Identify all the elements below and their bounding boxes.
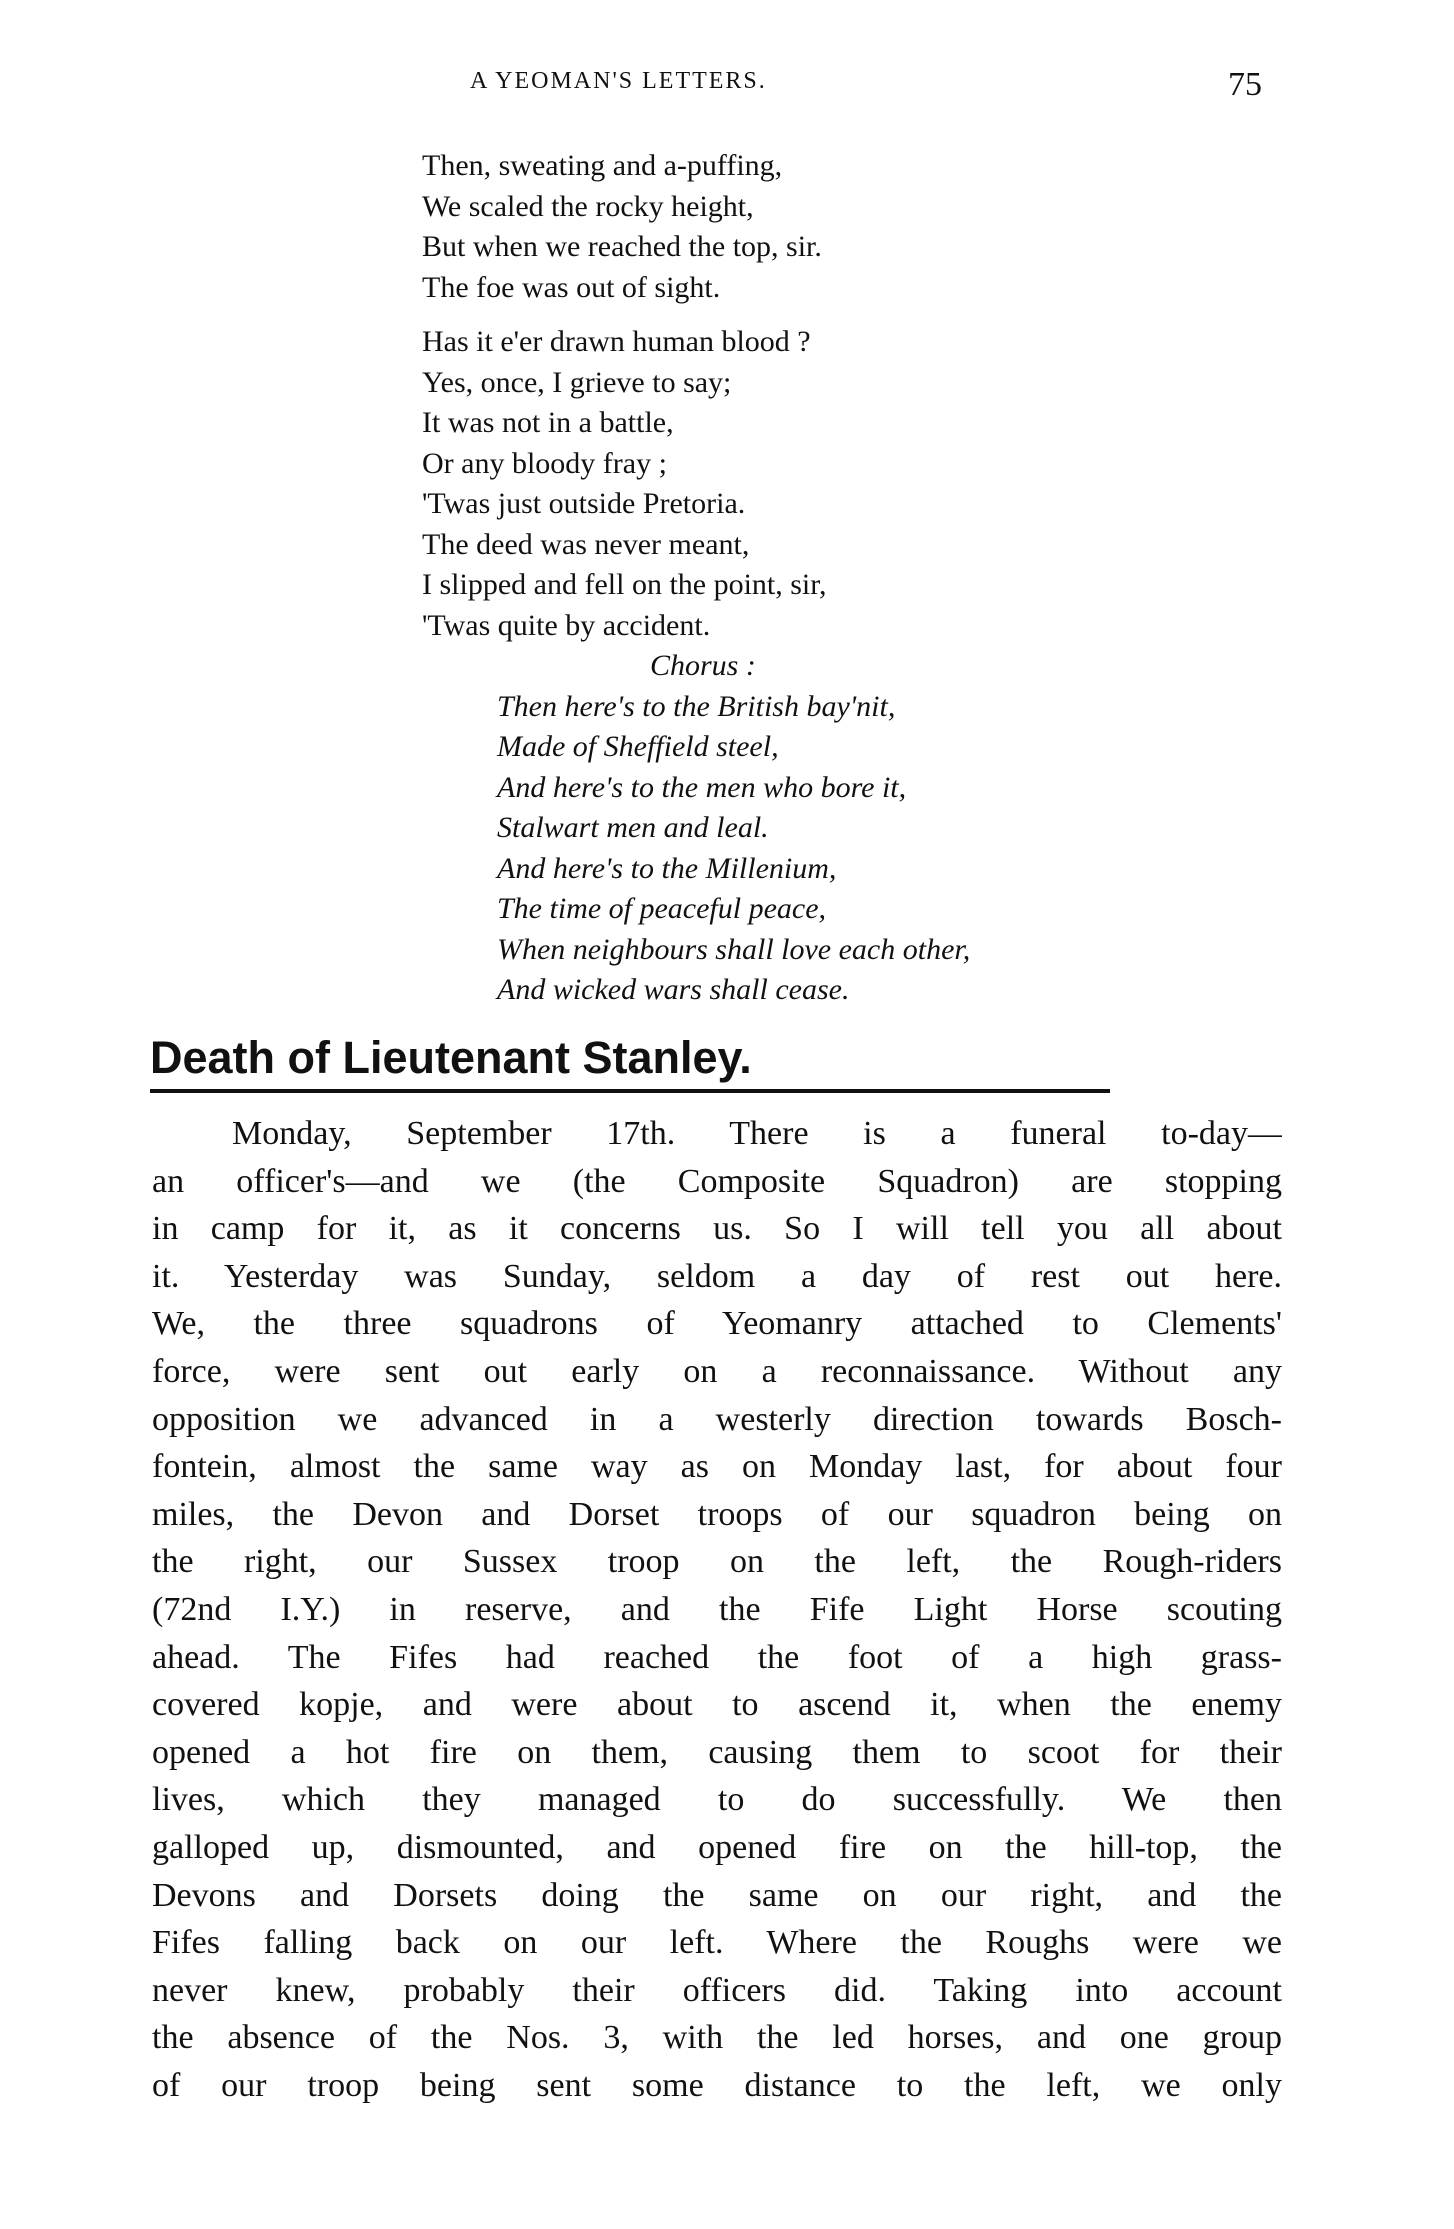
paragraph-line: fontein, almost the same way as on Monday last, for about four (152, 1448, 1282, 1486)
paragraph-line: of our troop being sent some distance to the left, we only (152, 2066, 1282, 2104)
paragraph-line: never knew, probably their officers did. Taking into account (152, 1971, 1282, 2009)
paragraph-line: We, the three squadrons of Yeomanry attached to Clements' (152, 1305, 1282, 1343)
running-head: A YEOMAN'S LETTERS. (470, 68, 767, 94)
verse-stanza (422, 146, 970, 308)
verse-line: The deed was never meant, (422, 527, 750, 561)
chorus-line: Made of Sheffield steel, (497, 730, 779, 763)
paragraph-line: ahead. The Fifes had reached the foot of a high grass- (152, 1638, 1282, 1676)
verse-line: The foe was out of sight. (422, 270, 721, 304)
verse-line: 'Twas quite by accident. (422, 608, 711, 642)
verse-line: I slipped and fell on the point, sir, (422, 568, 827, 601)
paragraph-line: force, were sent out early on a reconnaissance. Without any (152, 1352, 1282, 1390)
paragraph-line: galloped up, dismounted, and opened fire on the hill-top, the (152, 1828, 1282, 1866)
paragraph-line: Fifes falling back on our left. Where the Roughs were we (152, 1924, 1282, 1962)
verse-stanza (422, 322, 970, 646)
chorus-line: When neighbours shall love each other, (497, 932, 971, 966)
paragraph-line: miles, the Devon and Dorset troops of our squadron being on (152, 1495, 1282, 1533)
paragraph-line: Monday, September 17th. There is a funeral to-day— (232, 1115, 1282, 1152)
paragraph-line: opposition we advanced in a westerly direction towards Bosch- (152, 1400, 1282, 1438)
paragraph-line: in camp for it, as it concerns us. So I will tell you all about (152, 1210, 1282, 1248)
page-number: 75 (1228, 66, 1262, 103)
paragraph-line: the right, our Sussex troop on the left, the Rough-riders (152, 1543, 1282, 1581)
verse-line: But when we reached the top, sir. (422, 230, 822, 263)
verse-line: Then, sweating and a-puffing, (422, 149, 783, 182)
verse (422, 146, 970, 1011)
paragraph-line: it. Yesterday was Sunday, seldom a day of rest out here. (152, 1257, 1282, 1295)
chorus-label: Chorus : (650, 649, 756, 682)
paragraph-line: opened a hot fire on them, causing them to scoot for their (152, 1733, 1282, 1771)
section-heading: Death of Lieutenant Stanley. (150, 1032, 752, 1083)
verse-line: We scaled the rocky height, (422, 189, 754, 223)
verse-line: It was not in a battle, (422, 406, 674, 439)
paragraph-line: Devons and Dorsets doing the same on our right, and the (152, 1876, 1282, 1914)
paragraph-line: covered kopje, and were about to ascend it, when the enemy (152, 1686, 1282, 1724)
verse-line: Has it e'er drawn human blood ? (422, 325, 811, 358)
chorus-line: The time of peaceful peace, (497, 892, 827, 925)
verse-line: 'Twas just outside Pretoria. (422, 487, 746, 520)
paragraph-line: lives, which they managed to do successfully. We then (152, 1781, 1282, 1819)
chorus-line: Then here's to the British bay'nit, (497, 689, 896, 723)
paragraph-line: the absence of the Nos. 3, with the led horses, and one group (152, 2019, 1282, 2057)
heading-underline (150, 1089, 1110, 1093)
chorus-line: And here's to the Millenium, (497, 851, 837, 885)
chorus-line: And wicked wars shall cease. (497, 973, 850, 1006)
chorus-line: And here's to the men who bore it, (497, 770, 907, 804)
verse-line: Or any bloody fray ; (422, 446, 667, 480)
paragraph-line: (72nd I.Y.) in reserve, and the Fife Light Horse scouting (152, 1590, 1282, 1628)
chorus-line: Stalwart men and leal. (497, 811, 769, 844)
verse-line: Yes, once, I grieve to say; (422, 365, 732, 399)
body-paragraph (152, 1110, 1282, 2109)
paragraph-line: an officer's—and we (the Composite Squadron) are stopping (152, 1162, 1282, 1200)
